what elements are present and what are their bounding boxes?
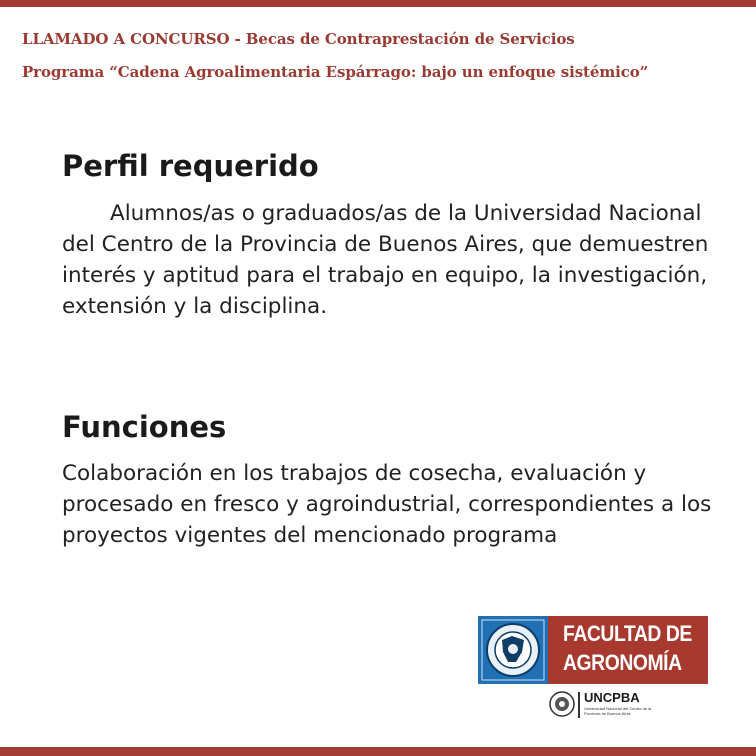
bottom-accent-bar — [0, 747, 756, 756]
university-fullname: Universidad Nacional del Centro de la Provincia de Buenos Aires — [584, 706, 652, 716]
faculty-crest-icon — [478, 616, 548, 684]
top-accent-bar — [0, 0, 756, 7]
functions-section-body: Colaboración en los trabajos de cosecha, evaluación y procesado en fresco y agroindustrial, correspondientes a los proyectos vigentes del mencionado programa — [62, 461, 712, 548]
header-call-title: LLAMADO A CONCURSO - Becas de Contraprestación de Servicios — [22, 30, 575, 48]
logo-text-line1: FACULTAD DE — [563, 621, 692, 646]
university-name: UNCPBA — [584, 690, 640, 705]
profile-section-title: Perfil requerido — [62, 149, 319, 183]
header-program-title: Programa “Cadena Agroalimentaria Espárrago: bajo un enfoque sistémico” — [22, 63, 649, 81]
university-seal-icon — [548, 690, 576, 718]
university-divider — [578, 692, 580, 718]
profile-section-body: Alumnos/as o graduados/as de la Universidad Nacional del Centro de la Provincia de Buenos Aires, que demuestren interés y aptitud para el trabajo en equipo, la investigación, extensión y la disciplina. — [62, 201, 709, 319]
functions-section-title: Funciones — [62, 410, 227, 444]
logo-text-line2: AGRONOMÍA — [563, 650, 682, 675]
